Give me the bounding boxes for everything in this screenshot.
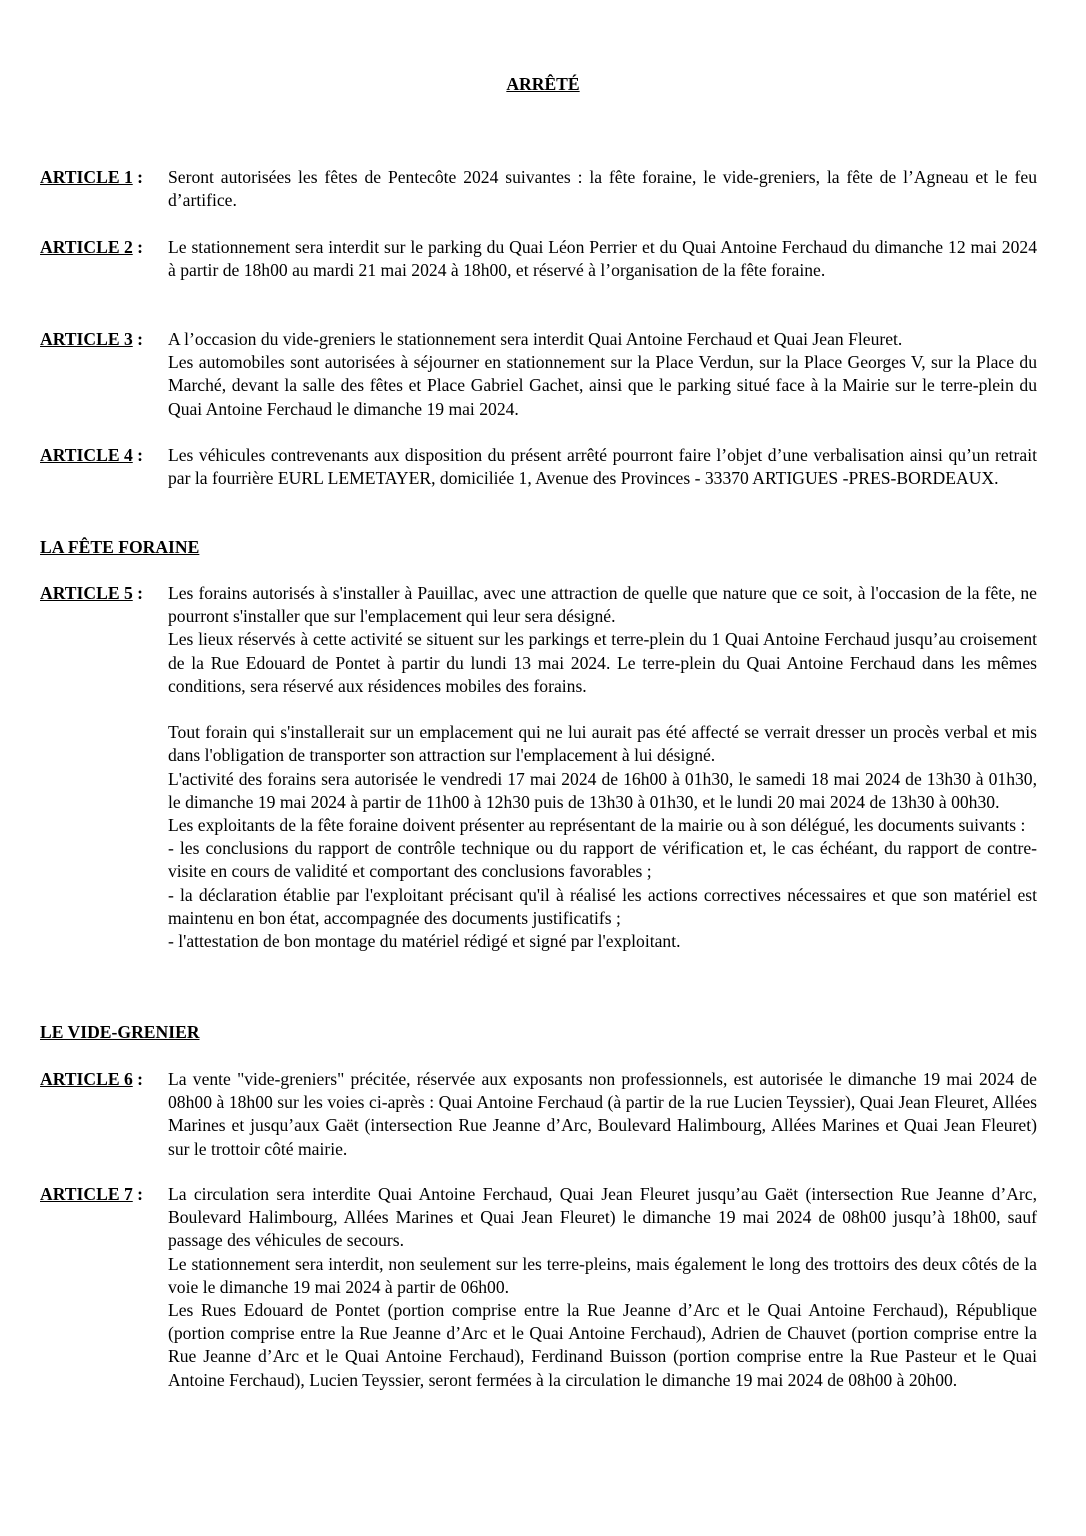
article-paragraph: Seront autorisées les fêtes de Pentecôte 2024 suivantes : la fête foraine, le vide-greniers, la fête de l’Agneau et le feu d’artifice. bbox=[168, 167, 1037, 211]
article-paragraph: La vente "vide-greniers" précitée, réservée aux exposants non professionnels, est autorisée le dimanche 19 mai 2024 de 08h00 à 18h00 sur les voies ci-après : Quai Antoine Ferchaud (à partir de la rue Lucien Teyssier), Quai Jean Fleuret, Allées Marines et jusqu’aux Gaët (intersection Rue Jeanne d’Arc, Boulevard Halimbourg, Allées Marines et Quai Jean Fleuret) sur le trottoir côté mairie. bbox=[168, 1069, 1037, 1159]
section-heading-fete-foraine: LA FÊTE FORAINE bbox=[40, 537, 200, 557]
article-paragraph: Les exploitants de la fête foraine doivent présenter au représentant de la mairie ou à son délégué, les documents suivants : bbox=[168, 815, 1026, 836]
article-3 bbox=[40, 328, 1037, 421]
article-paragraph: L'activité des forains sera autorisée le vendredi 17 mai 2024 de 16h00 à 01h30, le samedi 18 mai 2024 de 13h30 à 01h30, le dimanche 19 mai 2024 à partir de 11h00 à 12h30 puis de 13h30 à 01h30, et le lundi 20 mai 2024 de 13h30 à 00h30. bbox=[168, 768, 1037, 812]
article-paragraph: Les Rues Edouard de Pontet (portion comprise entre la Rue Jeanne d’Arc et le Quai Antoine Ferchaud), République (portion comprise entre la Rue Jeanne d’Arc et le Quai Antoine Ferchaud), Adrien de Chauvet (portion comprise entre la Rue Jeanne d’Arc et le Quai Antoine Ferchaud), Ferdinand Buisson (portion comprise entre la Rue Pasteur et le Quai Antoine Ferchaud), Lucien Teyssier, seront fermées à la circulation le dimanche 19 mai 2024 de 08h00 à 20h00. bbox=[168, 1300, 1037, 1390]
article-label: ARTICLE 3 : bbox=[40, 329, 144, 349]
article-paragraph: Les lieux réservés à cette activité se situent sur les parkings et terre-plein du 1 Quai Antoine Ferchaud jusqu’au croisement de la Rue Edouard de Pontet à partir du lundi 13 mai 2024. Le terre-plein du Quai Antoine Ferchaud dans les mêmes conditions, sera réservé aux résidences mobiles des forains. bbox=[168, 629, 1037, 696]
article-body bbox=[168, 444, 1037, 490]
article-paragraph: Les automobiles sont autorisées à séjourner en stationnement sur la Place Verdun, sur la Place Georges V, sur la Place du Marché, devant la salle des fêtes et Place Gabriel Gachet, ainsi que le parking situé face à la Mairie sur le terre-plein du Quai Antoine Ferchaud le dimanche 19 mai 2024. bbox=[168, 352, 1037, 419]
article-paragraph: La circulation sera interdite Quai Antoine Ferchaud, Quai Jean Fleuret jusqu’au Gaët (intersection Rue Jeanne d’Arc, Boulevard Halimbourg, Allées Marines et Quai Jean Fleuret) le dimanche 19 mai 2024 de 08h00 jusqu’à 18h00, sauf passage des véhicules de secours. bbox=[168, 1184, 1037, 1251]
section-heading-vide-grenier: LE VIDE-GRENIER bbox=[40, 1022, 200, 1042]
article-body bbox=[168, 582, 1037, 953]
article-1 bbox=[40, 166, 1037, 212]
article-paragraph: A l’occasion du vide-greniers le stationnement sera interdit Quai Antoine Ferchaud et Quai Jean Fleuret. bbox=[168, 329, 903, 349]
article-paragraph: - les conclusions du rapport de contrôle technique ou du rapport de vérification et, le cas échéant, du rapport de contre-visite en cours de validité et comportant des conclusions favorables ; bbox=[168, 838, 1037, 882]
article-label: ARTICLE 6 : bbox=[40, 1069, 144, 1089]
article-paragraph: Les forains autorisés à s'installer à Pauillac, avec une attraction de quelle que nature que ce soit, à l'occasion de la fête, ne pourront s'installer que sur l'emplacement qui leur sera désigné. bbox=[168, 583, 1037, 627]
article-paragraph bbox=[168, 698, 1037, 721]
article-label: ARTICLE 1 : bbox=[40, 167, 144, 187]
article-label: ARTICLE 2 : bbox=[40, 237, 144, 257]
article-label: ARTICLE 5 : bbox=[40, 583, 144, 603]
article-2 bbox=[40, 236, 1037, 282]
document-title: ARRÊTÉ bbox=[506, 74, 580, 94]
article-body bbox=[168, 328, 1037, 421]
article-paragraph: Les véhicules contrevenants aux disposition du présent arrêté pourront faire l’objet d’une verbalisation ainsi qu’un retrait par la fourrière EURL LEMETAYER, domiciliée 1, Avenue des Provinces - 33370 ARTIGUES -PRES-BORDEAUX. bbox=[168, 445, 1037, 489]
article-paragraph: Tout forain qui s'installerait sur un emplacement qui ne lui aurait pas été affecté se verrait dresser un procès verbal et mis dans l'obligation de transporter son attraction sur l'emplacement à lui désigné. bbox=[168, 722, 1037, 766]
article-body bbox=[168, 236, 1037, 282]
article-body bbox=[168, 1183, 1037, 1392]
article-7 bbox=[40, 1183, 1037, 1392]
article-label: ARTICLE 4 : bbox=[40, 445, 144, 465]
article-paragraph: - la déclaration établie par l'exploitant précisant qu'il à réalisé les actions correctives nécessaires et que son matériel est maintenu en bon état, accompagnée des documents justificatifs ; bbox=[168, 884, 1037, 928]
article-4 bbox=[40, 444, 1037, 490]
article-paragraph: Le stationnement sera interdit, non seulement sur les terre-pleins, mais également le long des trottoirs des deux côtés de la voie le dimanche 19 mai 2024 à partir de 06h00. bbox=[168, 1253, 1037, 1297]
article-body bbox=[168, 166, 1037, 212]
article-label: ARTICLE 7 : bbox=[40, 1184, 144, 1204]
article-body bbox=[168, 1068, 1037, 1161]
article-5 bbox=[40, 582, 1037, 953]
article-6 bbox=[40, 1068, 1037, 1161]
article-paragraph: Le stationnement sera interdit sur le parking du Quai Léon Perrier et du Quai Antoine Ferchaud du dimanche 12 mai 2024 à partir de 18h00 au mardi 21 mai 2024 à 18h00, et réservé à l’organisation de la fête foraine. bbox=[168, 237, 1037, 281]
article-paragraph: - l'attestation de bon montage du matériel rédigé et signé par l'exploitant. bbox=[168, 931, 681, 952]
